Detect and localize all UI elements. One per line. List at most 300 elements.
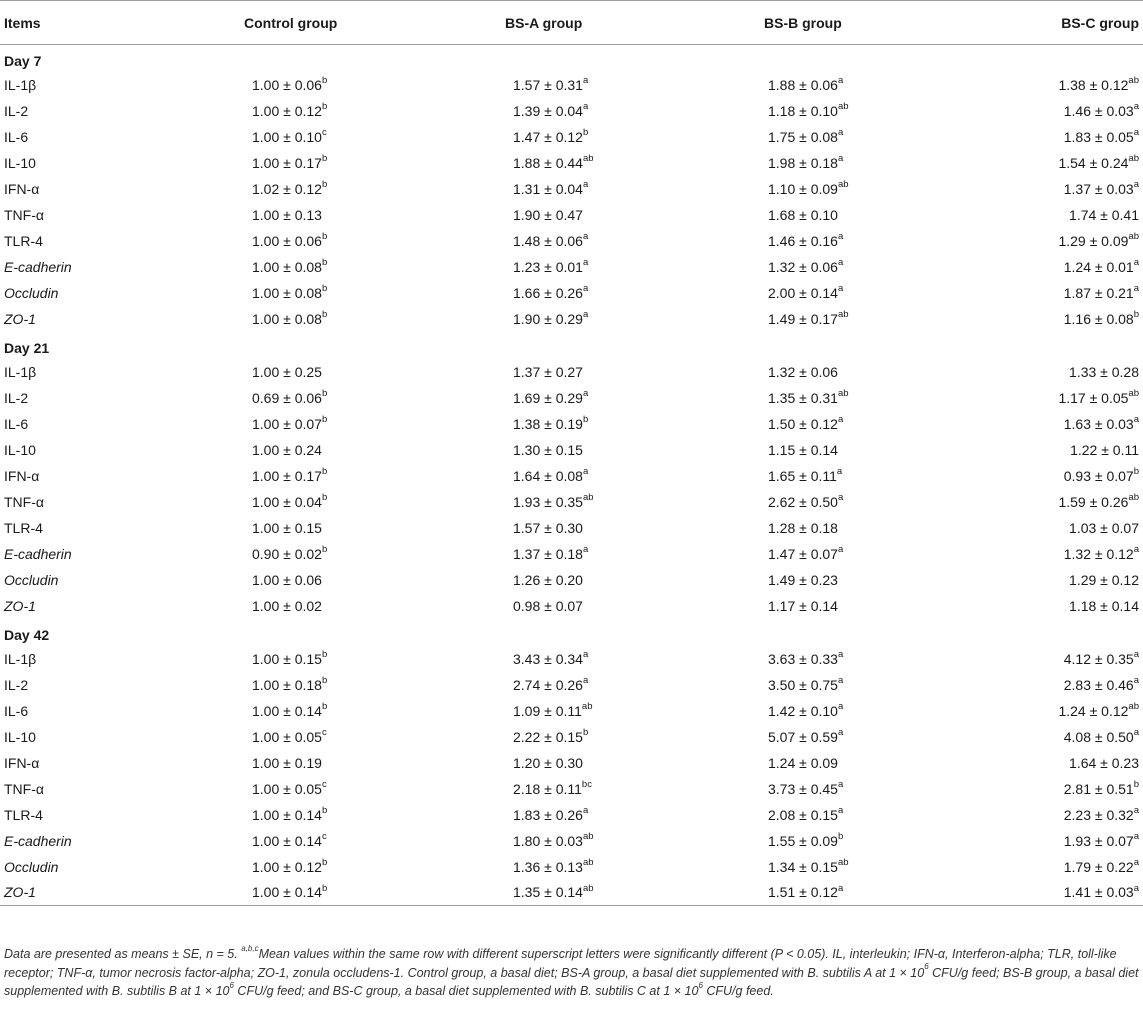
table-row — [0, 593, 1143, 619]
cell-value: 1.59 ± 0.26 — [1058, 493, 1129, 510]
cell-superscript: a — [837, 882, 844, 894]
cell-value: 1.00 ± 0.10 — [252, 128, 322, 145]
cell-bs-c — [906, 306, 1143, 332]
cell-value: 1.63 ± 0.03 — [1063, 415, 1134, 432]
cell-value: 1.49 ± 0.23 — [768, 571, 838, 588]
cell-bs-a — [416, 515, 661, 541]
cell-bs-c — [906, 672, 1143, 698]
cell-value: 1.88 ± 0.06 — [768, 76, 838, 93]
cell-value: 1.00 ± 0.14 — [252, 832, 322, 849]
cell-value: 1.93 ± 0.07 — [1063, 832, 1134, 849]
cell-superscript: b — [321, 648, 328, 660]
cell-bs-c — [906, 176, 1143, 202]
cell-superscript: a — [837, 700, 844, 712]
cell-superscript: a — [1133, 543, 1139, 555]
cell-bs-c — [906, 280, 1143, 306]
table-row — [0, 228, 1143, 254]
cell-value: 2.22 ± 0.15 — [513, 728, 583, 745]
cell-value: 3.43 ± 0.34 — [513, 650, 583, 667]
cell-superscript: a — [1133, 282, 1139, 294]
cell-value: 2.23 ± 0.32 — [1063, 806, 1134, 823]
cell-superscript: a — [837, 126, 844, 138]
cell-superscript: ab — [837, 308, 849, 320]
cell-bs-a — [416, 802, 661, 828]
section-row — [0, 619, 1143, 646]
cell-control — [180, 489, 416, 515]
cell-value: 4.08 ± 0.50 — [1063, 728, 1134, 745]
cell-bs-c — [906, 72, 1143, 98]
cell-value: 1.68 ± 0.10 — [768, 206, 838, 223]
row-item-label: TLR-4 — [4, 806, 43, 823]
cell-value: 1.39 ± 0.04 — [513, 102, 583, 119]
cell-value: 1.35 ± 0.14 — [513, 884, 583, 901]
row-item-label: Occludin — [4, 284, 59, 301]
cell-bs-a — [416, 411, 661, 437]
cell-bs-c — [906, 541, 1143, 567]
cell-bs-c — [906, 880, 1143, 906]
section-row — [0, 45, 1143, 72]
cell-control — [180, 828, 416, 854]
row-item-label: IL-10 — [4, 728, 36, 745]
cell-superscript: a — [582, 648, 589, 660]
cell-value: 1.00 ± 0.17 — [252, 154, 322, 171]
cell-control — [180, 776, 416, 802]
cell-control — [180, 202, 416, 228]
cell-bs-c — [906, 411, 1143, 437]
cell-control — [180, 124, 416, 150]
cell-value: 1.29 ± 0.12 — [1069, 571, 1139, 588]
header-row — [0, 1, 1143, 45]
cell-bs-a — [416, 437, 661, 463]
cell-value: 1.00 ± 0.14 — [252, 702, 322, 719]
row-item-label: TLR-4 — [4, 232, 43, 249]
table-row — [0, 463, 1143, 489]
cell-value: 1.02 ± 0.12 — [252, 180, 322, 197]
cell-superscript: c — [321, 830, 327, 842]
cell-bs-c — [906, 385, 1143, 411]
cell-superscript: b — [321, 178, 328, 190]
row-item-label: IFN-α — [4, 754, 40, 771]
row-item-label: E-cadherin — [4, 258, 72, 275]
cell-bs-a — [416, 541, 661, 567]
cell-control — [180, 176, 416, 202]
table-row — [0, 489, 1143, 515]
cell-superscript: ab — [581, 700, 593, 712]
cell-value: 0.93 ± 0.07 — [1063, 467, 1134, 484]
table-row — [0, 150, 1143, 176]
row-item-label: IL-10 — [4, 441, 36, 458]
cell-superscript: a — [1133, 830, 1139, 842]
cell-superscript: a — [837, 256, 844, 268]
cell-superscript: b — [321, 256, 328, 268]
cell-bs-a — [416, 567, 661, 593]
cell-bs-a — [416, 359, 661, 385]
cell-bs-a — [416, 254, 661, 280]
cell-control — [180, 306, 416, 332]
cell-value: 1.20 ± 0.30 — [513, 754, 583, 771]
cell-bs-c — [906, 359, 1143, 385]
table-row — [0, 515, 1143, 541]
cell-value: 1.57 ± 0.31 — [513, 76, 583, 93]
header-bs-a-group: BS-A group — [416, 1, 661, 45]
cell-bs-c — [906, 828, 1143, 854]
cell-control — [180, 854, 416, 880]
cell-superscript: ab — [582, 882, 594, 894]
row-item-label: IL-2 — [4, 389, 29, 406]
cell-bs-c — [906, 854, 1143, 880]
cell-value: 0.98 ± 0.07 — [513, 597, 583, 614]
cell-value: 1.09 ± 0.11 — [513, 702, 582, 719]
cell-bs-b — [661, 411, 906, 437]
cell-superscript: a — [582, 804, 589, 816]
cell-superscript: a — [837, 778, 844, 790]
cell-value: 1.00 ± 0.12 — [252, 858, 322, 875]
cell-value: 4.12 ± 0.35 — [1063, 650, 1134, 667]
cell-control — [180, 411, 416, 437]
cell-bs-b — [661, 750, 906, 776]
cell-bs-b — [661, 672, 906, 698]
cell-value: 2.83 ± 0.46 — [1063, 676, 1134, 693]
cell-bs-a — [416, 724, 661, 750]
cell-superscript: b — [582, 726, 589, 738]
cell-superscript: a — [837, 152, 844, 164]
cell-superscript: ab — [582, 152, 594, 164]
cell-superscript: a — [582, 74, 589, 86]
section-label: Day 7 — [4, 52, 42, 69]
cell-bs-b — [661, 463, 906, 489]
row-item-label: TNF-α — [4, 206, 44, 223]
cell-bs-b — [661, 98, 906, 124]
table-footnote — [4, 945, 1140, 1001]
cell-bs-a — [416, 646, 661, 672]
cell-bs-b — [661, 437, 906, 463]
row-item-label: E-cadherin — [4, 832, 72, 849]
cell-value: 1.74 ± 0.41 — [1069, 206, 1139, 223]
cell-value: 1.57 ± 0.30 — [513, 519, 583, 536]
cell-value: 1.00 ± 0.06 — [252, 76, 322, 93]
cell-superscript: a — [582, 465, 589, 477]
cell-superscript: a — [1133, 126, 1139, 138]
row-item-label: TNF-α — [4, 780, 44, 797]
cell-value: 1.38 ± 0.12 — [1058, 76, 1129, 93]
cell-bs-a — [416, 463, 661, 489]
cell-bs-b — [661, 202, 906, 228]
cell-value: 2.18 ± 0.11 — [513, 780, 582, 797]
cell-superscript: c — [321, 726, 327, 738]
cell-superscript: a — [837, 74, 844, 86]
cell-superscript: bc — [581, 778, 592, 790]
cell-superscript: a — [1133, 726, 1139, 738]
cell-bs-b — [661, 724, 906, 750]
cell-value: 1.24 ± 0.09 — [768, 754, 838, 771]
cell-control — [180, 802, 416, 828]
cell-superscript: a — [1133, 882, 1139, 894]
cell-superscript: b — [1133, 465, 1139, 477]
cell-value: 1.54 ± 0.24 — [1058, 154, 1129, 171]
cell-control — [180, 672, 416, 698]
cell-bs-b — [661, 776, 906, 802]
cell-superscript: a — [1133, 178, 1139, 190]
cell-value: 2.00 ± 0.14 — [768, 284, 838, 301]
cell-value: 1.65 ± 0.11 — [768, 467, 837, 484]
footnote-exponent-2: 6 — [229, 980, 234, 990]
row-item-label: ZO-1 — [4, 310, 36, 327]
cell-value: 1.00 ± 0.05 — [252, 728, 322, 745]
cell-value: 1.38 ± 0.19 — [513, 415, 583, 432]
cell-bs-c — [906, 750, 1143, 776]
cell-value: 1.47 ± 0.12 — [513, 128, 583, 145]
cell-bs-a — [416, 854, 661, 880]
header-items: Items — [0, 1, 180, 45]
cell-bs-c — [906, 646, 1143, 672]
cell-value: 1.48 ± 0.06 — [513, 232, 583, 249]
cell-superscript: a — [582, 256, 589, 268]
cell-bs-a — [416, 228, 661, 254]
cell-superscript: b — [321, 387, 328, 399]
cell-value: 1.00 ± 0.04 — [252, 493, 322, 510]
cell-bs-a — [416, 176, 661, 202]
cell-value: 1.18 ± 0.10 — [768, 102, 838, 119]
table-row — [0, 854, 1143, 880]
cell-bs-b — [661, 489, 906, 515]
cell-value: 1.80 ± 0.03 — [513, 832, 583, 849]
cell-bs-a — [416, 698, 661, 724]
cell-superscript: c — [321, 778, 327, 790]
cell-value: 1.83 ± 0.05 — [1063, 128, 1134, 145]
section-label: Day 42 — [4, 626, 50, 643]
cell-value: 1.46 ± 0.03 — [1063, 102, 1134, 119]
row-item-label: Occludin — [4, 571, 59, 588]
cell-value: 1.64 ± 0.08 — [513, 467, 583, 484]
cell-control — [180, 515, 416, 541]
table-row — [0, 672, 1143, 698]
cell-value: 1.00 ± 0.08 — [252, 258, 322, 275]
cell-bs-c — [906, 150, 1143, 176]
cell-value: 1.36 ± 0.13 — [513, 858, 583, 875]
table-row — [0, 98, 1143, 124]
cell-value: 1.00 ± 0.14 — [252, 806, 322, 823]
cell-value: 1.00 ± 0.18 — [252, 676, 322, 693]
cell-value: 1.00 ± 0.05 — [252, 780, 322, 797]
cell-value: 1.18 ± 0.14 — [1069, 597, 1139, 614]
cell-superscript: a — [837, 726, 844, 738]
cell-bs-a — [416, 593, 661, 619]
cell-bs-b — [661, 124, 906, 150]
cell-superscript: b — [321, 465, 328, 477]
cell-value: 1.33 ± 0.28 — [1069, 363, 1139, 380]
table-row — [0, 359, 1143, 385]
row-item-label: IFN-α — [4, 180, 40, 197]
cell-value: 1.69 ± 0.29 — [513, 389, 583, 406]
cell-bs-c — [906, 802, 1143, 828]
cell-value: 1.98 ± 0.18 — [768, 154, 838, 171]
cell-bs-c — [906, 228, 1143, 254]
cell-bs-a — [416, 489, 661, 515]
cell-bs-a — [416, 880, 661, 906]
cell-superscript: b — [1133, 308, 1139, 320]
cell-bs-c — [906, 489, 1143, 515]
cell-superscript: a — [1133, 100, 1139, 112]
footnote-text-5: CFU/g feed. — [702, 984, 774, 998]
cell-superscript: b — [321, 856, 328, 868]
cell-superscript: b — [582, 126, 589, 138]
cell-superscript: a — [837, 648, 844, 660]
table-row — [0, 724, 1143, 750]
cell-superscript: ab — [837, 387, 849, 399]
cell-value: 1.88 ± 0.44 — [513, 154, 583, 171]
footnote-text-2: Mean values within the same row with different superscript letters were significantly different (P < 0.05). IL, interleukin; IFN-α, Interferon-alpha; TLR, toll-like receptor; TNF-α, tumor necrosis factor-alpha; ZO-1, zonula occludens-1. Control group, a basal diet; BS-A group, a basal diet supplemented with B. subtilis A at 1 × 10 — [4, 947, 1117, 980]
cell-superscript: ab — [1128, 74, 1139, 86]
cell-bs-b — [661, 541, 906, 567]
table-row — [0, 437, 1143, 463]
cell-value: 1.87 ± 0.21 — [1063, 284, 1134, 301]
row-item-label: IL-1β — [4, 76, 37, 93]
cell-superscript: b — [321, 308, 328, 320]
cell-superscript: ab — [1128, 491, 1139, 503]
footnote-text-3: CFU/g feed; BS-B group, a basal diet supplemented with B. subtilis B at 1 × 10 — [4, 965, 1139, 998]
cell-value: 1.00 ± 0.08 — [252, 284, 322, 301]
cell-superscript: a — [582, 543, 589, 555]
cell-superscript: a — [582, 387, 589, 399]
cell-bs-b — [661, 698, 906, 724]
cell-value: 1.49 ± 0.17 — [768, 310, 838, 327]
cell-value: 1.41 ± 0.03 — [1063, 884, 1134, 901]
cell-value: 1.37 ± 0.18 — [513, 545, 583, 562]
cell-bs-c — [906, 698, 1143, 724]
cell-value: 3.50 ± 0.75 — [768, 676, 838, 693]
cell-superscript: a — [582, 100, 589, 112]
table-row — [0, 385, 1143, 411]
cell-superscript: ab — [837, 100, 849, 112]
cell-control — [180, 541, 416, 567]
table-body — [0, 45, 1143, 906]
cell-bs-a — [416, 150, 661, 176]
table-row — [0, 698, 1143, 724]
cell-value: 1.83 ± 0.26 — [513, 806, 583, 823]
row-item-label: TNF-α — [4, 493, 44, 510]
cell-bs-c — [906, 515, 1143, 541]
cell-value: 2.08 ± 0.15 — [768, 806, 838, 823]
cell-superscript: a — [1133, 674, 1139, 686]
cell-value: 1.30 ± 0.15 — [513, 441, 583, 458]
cell-value: 1.00 ± 0.14 — [252, 884, 322, 901]
table-row — [0, 411, 1143, 437]
table-row — [0, 306, 1143, 332]
table-row — [0, 567, 1143, 593]
cell-value: 1.42 ± 0.10 — [768, 702, 838, 719]
cell-bs-c — [906, 202, 1143, 228]
cell-control — [180, 228, 416, 254]
cell-value: 1.90 ± 0.47 — [513, 206, 583, 223]
row-item-label: E-cadherin — [4, 545, 72, 562]
cell-bs-b — [661, 176, 906, 202]
cell-value: 1.79 ± 0.22 — [1063, 858, 1134, 875]
cell-superscript: ab — [1128, 230, 1139, 242]
cell-value: 1.00 ± 0.15 — [252, 650, 322, 667]
cell-superscript: b — [321, 413, 328, 425]
cell-superscript: b — [321, 282, 328, 294]
cell-value: 1.24 ± 0.01 — [1063, 258, 1134, 275]
cell-value: 1.00 ± 0.17 — [252, 467, 322, 484]
cell-bs-b — [661, 567, 906, 593]
cell-superscript: a — [837, 804, 844, 816]
row-item-label: ZO-1 — [4, 597, 36, 614]
cell-value: 1.00 ± 0.06 — [252, 232, 322, 249]
cell-value: 1.00 ± 0.02 — [252, 597, 322, 614]
cell-value: 5.07 ± 0.59 — [768, 728, 838, 745]
cell-bs-a — [416, 98, 661, 124]
cell-control — [180, 698, 416, 724]
cell-control — [180, 593, 416, 619]
cell-superscript: ab — [582, 491, 594, 503]
cell-superscript: b — [321, 674, 328, 686]
cell-superscript: a — [582, 282, 589, 294]
cell-value: 1.00 ± 0.07 — [252, 415, 322, 432]
footnote-exponent-1: 6 — [924, 962, 929, 972]
table-row — [0, 802, 1143, 828]
cell-superscript: b — [321, 700, 328, 712]
cell-bs-c — [906, 593, 1143, 619]
cell-value: 1.00 ± 0.13 — [252, 206, 322, 223]
cell-superscript: b — [837, 830, 844, 842]
cell-superscript: a — [837, 282, 844, 294]
footnote-text-1: Data are presented as means ± SE, n = 5. — [4, 947, 238, 961]
cell-bs-b — [661, 306, 906, 332]
table-row — [0, 541, 1143, 567]
cell-value: 2.81 ± 0.51 — [1063, 780, 1134, 797]
header-bs-b-group: BS-B group — [661, 1, 906, 45]
table-row — [0, 72, 1143, 98]
cell-bs-c — [906, 567, 1143, 593]
cell-superscript: ab — [1128, 387, 1139, 399]
cell-superscript: ab — [1128, 700, 1139, 712]
cell-superscript: b — [321, 491, 328, 503]
cell-bs-c — [906, 437, 1143, 463]
cell-superscript: ab — [1128, 152, 1139, 164]
row-item-label: TLR-4 — [4, 519, 43, 536]
cell-bs-b — [661, 593, 906, 619]
cell-value: 1.00 ± 0.24 — [252, 441, 322, 458]
cell-superscript: a — [836, 465, 843, 477]
cell-superscript: a — [837, 674, 844, 686]
table-row — [0, 880, 1143, 906]
cell-superscript: a — [1133, 413, 1139, 425]
cell-superscript: b — [1133, 778, 1139, 790]
cell-superscript: b — [321, 804, 328, 816]
cell-control — [180, 880, 416, 906]
table-row — [0, 828, 1143, 854]
cell-superscript: a — [837, 491, 844, 503]
cell-bs-a — [416, 306, 661, 332]
cell-superscript: b — [321, 100, 328, 112]
table-row — [0, 254, 1143, 280]
cell-superscript: ab — [837, 178, 849, 190]
row-item-label: IFN-α — [4, 467, 40, 484]
cell-value: 1.51 ± 0.12 — [768, 884, 838, 901]
cell-value: 1.50 ± 0.12 — [768, 415, 838, 432]
cell-value: 3.63 ± 0.33 — [768, 650, 838, 667]
cell-control — [180, 98, 416, 124]
table-row — [0, 776, 1143, 802]
cell-control — [180, 150, 416, 176]
cell-superscript: a — [582, 178, 589, 190]
table-row — [0, 202, 1143, 228]
cell-superscript: b — [321, 230, 328, 242]
footnote-exponent-3: 6 — [698, 980, 703, 990]
cell-value: 1.28 ± 0.18 — [768, 519, 838, 536]
cell-value: 0.90 ± 0.02 — [252, 545, 322, 562]
cell-value: 1.64 ± 0.23 — [1069, 754, 1139, 771]
